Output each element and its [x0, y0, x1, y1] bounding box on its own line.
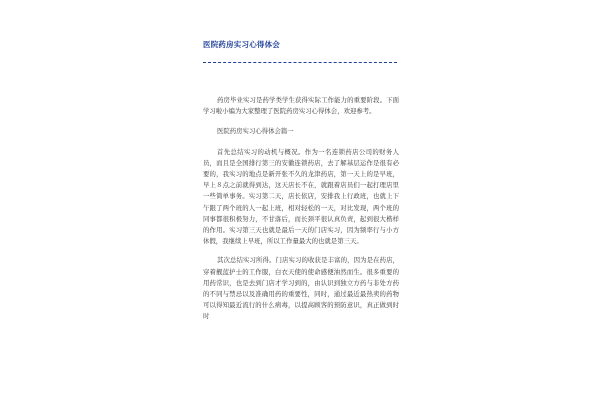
intro-paragraph: 药房毕业实习是药学类学生获得实际工作能力的重要阶段。下面学习啦小编为大家整理了医院药房实习心得体会，欢迎参考。: [203, 96, 399, 116]
section-subtitle: 医院药房实习心得体会篇一: [217, 127, 294, 136]
document-title: 医院药房实习心得体会: [203, 40, 280, 49]
title-divider: [203, 62, 397, 63]
body-paragraph: 首先总结实习的动机与概况。作为一名连锁药店公司的财务人员，而且是全国排行第三的安徽连锁药店，去了解基层运作是很有必要的，我实习的地点是新开张不久的龙津药店，第一天上的是早班，早上８点之前就得到达，这天店长不在，就跟着店员们一起打理店里一些简单事务。实习第二天，店长依店，安排我上行政班，也就上下午跟了两个班的人一起上班，相对轻松的一天，对比发现，两个班的同事都很积极努力，不甘落后，而长颈平很认真负责，起到很大楷样的作用。实习第三天也就是最后一天的门店实习，因为频率行与小方休假，我继续上早班，所以工作量最大的也就是第三天。: [203, 147, 399, 246]
document-body: [203, 95, 399, 323]
body-paragraph: 其次总结实习所得。门店实习的收获是丰富的，因为是在药店，穿着靓蓝护士的工作服，白衣天使的使命感便油然而生。很多重要的用药常识，也是去到门店才学习到的，由认识到独立方药与非处方药的不同与禁忌以及准确用药的重要性，同时，通过最近最热卖的药物可以得知最近流行的什么病毒，以提高顾客的预防意识，真正做到时时: [203, 256, 399, 321]
